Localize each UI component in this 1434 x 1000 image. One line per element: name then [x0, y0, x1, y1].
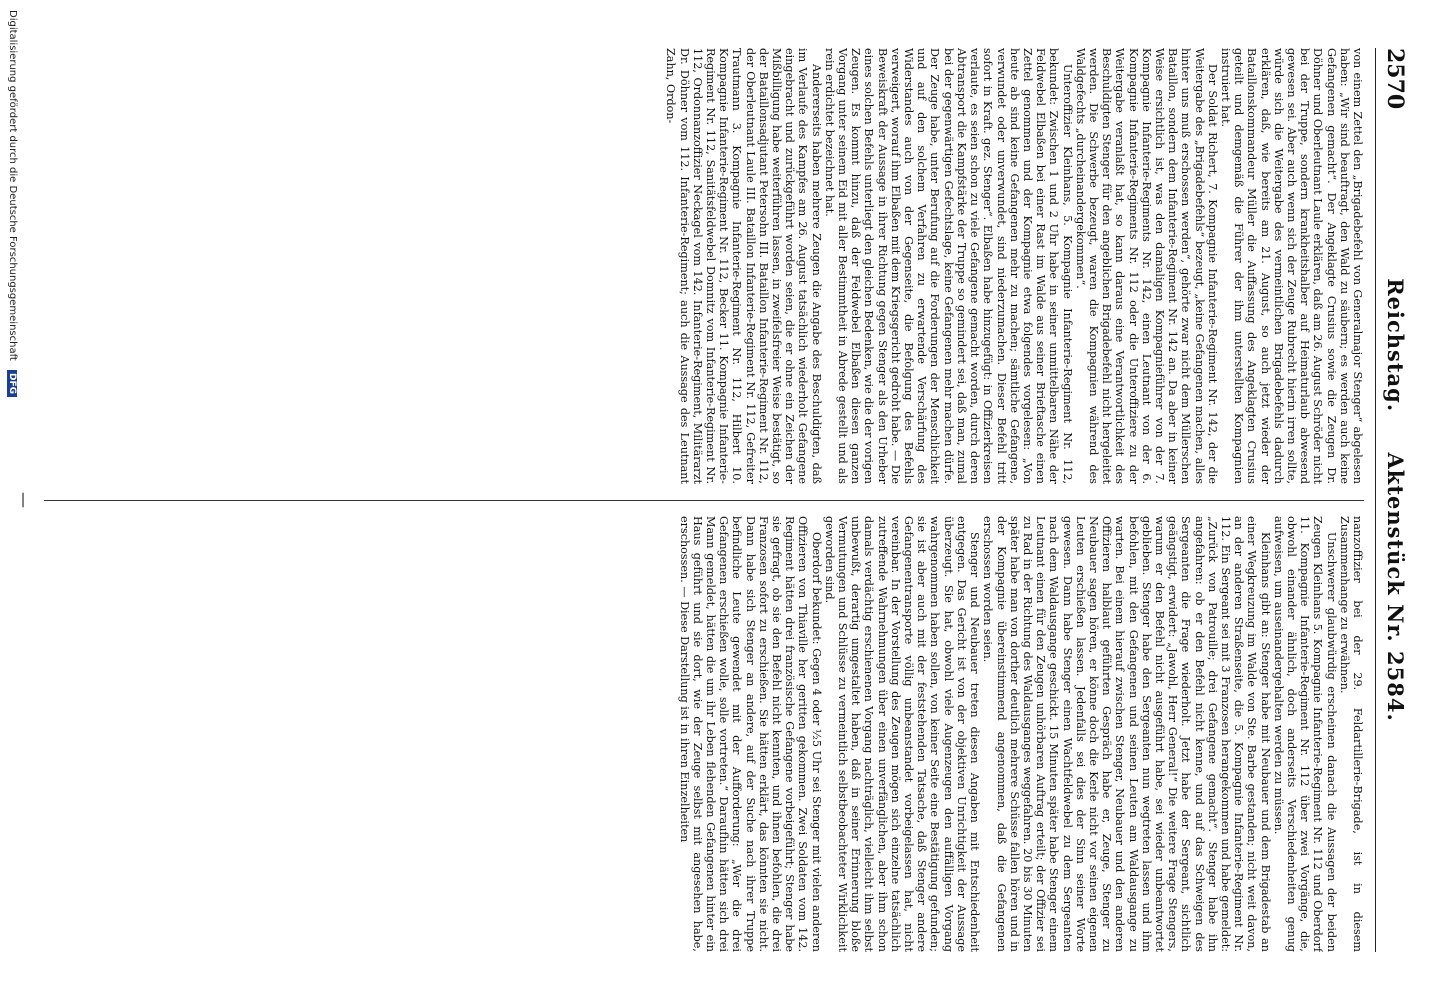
page-number: 2570: [1382, 48, 1408, 110]
running-title: [1383, 48, 1408, 952]
paragraph: Andererseits haben mehrere Zeugen die Angabe des Beschuldigten, daß im Verlaufe des Kampfes am 26. August tatsächlich wiederholt Gefangene eingebracht und zurückgeführt worden seien, die er ohne ein Zeichen der Mißbilligung habe weiterführen lassen, in zweifelsfreier Weise bestätigt, so der Bataillonsadjutant Petersohn III. Bataillon Infanterie-Regiment Nr. 112, der Oberleutnant Laule III. Bataillon Infanterie-Regiment Nr. 112, Gefreiter Trautmann 3. Kompagnie Infanterie-Regiment Nr. 112, Hilbert 10. Kompagnie Infanterie-Regiment Nr. 112, Becker 11. Kompagnie Infanterie-Regiment Nr. 112, Sanitätsfeldwebel Domnitz vom Infanterie-Regiment Nr. 112, Ordonnanzoffizier Neckagel vom 142. Infanterie-Regiment, Militärarzt Dr. Döhner vom 112. Infanterie-Regiment; auch die Aussage des Leutnant Zahn, Ordon-: [664, 48, 823, 484]
page-header: [1375, 48, 1412, 952]
footer-dash: —: [15, 492, 34, 508]
paragraph: Stenger und Neubauer treten diesen Angaben mit Entschiedenheit entgegen. Das Gericht ist von der objektiven Unrichtigkeit der Aussage überzeugt. Sie hat, obwohl viele Augenzeugen den auffälligen Vorgang wahrgenommen haben sollen, von keiner Seite eine Bestätigung gefunden; sie ist aber auch mit der feststehenden Tatsache, daß Stenger andere Gefangenentransporte völlig unbeanstandet vorbeigelassen hat, nicht vereinbar. In der Vorstellung des Zeugen mögen sich einzelne tatsächlich zutreffende Wahrnehmungen über einen unverfänglichen, aber ihm schon damals verdächtig erschienenen Vorgang nachträglich, vielleicht ihm selbst unbewußt, derartig umgestaltet haben, daß in seiner Erinnerung bloße Vermutungen und Schlüsse zu vermeintlich selbstbeobachteter Wirklichkeit geworden sind.: [822, 516, 982, 952]
running-title-left: Reichstag.: [1383, 278, 1408, 413]
paragraph: Kleinhans gibt an: Stenger habe mit Neubauer und dem Brigadestab an einer Wegkreuzung im Walde von Ste. Barbe gestanden; nicht weit davon, an der anderen Straßenseite, die 5. Kompagnie Infanterie-Regiment Nr. 112. Ein Sergeant sei mit 3 Franzosen herangekommen und habe gemeldet: „Zurück von Patrouille; drei Gefangene gemacht“. Stenger habe ihn angefahren: ob er den Befehl nicht kenne, und auf das Schweigen des Sergeanten die Frage wiederholt. Jetzt habe der Sergeant, sichtlich geängstigt, erwidert: „Jawohl, Herr General!“ Die weitere Frage Stengers, warum er den Befehl nicht ausgeführt habe, sei wieder unbeantwortet geblieben. Stenger habe den Sergeanten nun wegtreten lassen und ihm befohlen, mit den Gefangenen und seinen Leuten am Waldausgange zu warten. Bei einem hierauf zwischen Stenger, Neubauer und den anderen Offizieren halblaut geführten Gespräch habe er, Zeuge, Stenger zu Neubauer sagen hören, er könne doch die Kerle nicht vor seinen eigenen Leuten erschießen lassen. Jedenfalls sei dies der Sinn seiner Worte gewesen. Dann habe Stenger einen Wachtfeldwebel zu dem Sergeanten nach dem Waldausgange geschickt. 15 Minuten später habe Stenger einem Leutnant einen für den Zeugen unhörbaren Auftrag erteilt; der Offizier sei zu Rad in der Richtung des Waldausganges weggefahren. 20 bis 30 Minuten später habe man von dorther deutlich mehrere Schüsse fallen hören und in der Kompagnie übereinstimmend angenommen, daß die Gefangenen erschossen worden seien.: [981, 516, 1272, 952]
paragraph: von einem Zettel den „Brigadebefehl von Generalmajor Stenger“ abgelesen haben: „Wir sind beauftragt, den Wald zu säubern; es werden auch keine Gefangenen gemacht“. Der Angeklagte Crusius sowie die Zeugen Dr. Döhner und Oberleutnant Laule erklären, daß am 26. August Schröder nicht bei der Truppe, sondern krankheitshalber auf Heimaturlaub abwesend gewesen sei. Aber auch wenn sich der Zeuge Rubrecht hierin irren sollte, würde sich die Weitergabe des vermeintlichen Brigadebefehls dadurch erklären, daß, wie bereits am 21. August, so auch jetzt wieder der Bataillonskommandeur Müller die Auffassung des Angeklagten Crusius geteilt und demgemäß die Führer der ihm unterstellten Kompagnien instruiert hat.: [1218, 48, 1364, 484]
text-columns: [44, 48, 1364, 952]
column-divider: [44, 500, 1364, 501]
paragraph: nanzoffizier bei der 29. Feldartillerie-Brigade, ist in diesem Zusammenhange zu erwähnen.: [1337, 516, 1364, 952]
dfg-logo: DFG: [7, 370, 17, 397]
paragraph: Oberdorf bekundet: Gegen 4 oder ½5 Uhr sei Stenger mit vielen anderen Offizieren von Thiaville her geritten gekommen. Zwei Soldaten vom 142. Regiment hätten drei französische Gefangene vorbeigeführt; Stenger habe sie gefragt, ob sie den Befehl nicht kennten, und ihnen befohlen, die drei Franzosen sofort zu erschießen. Sie hätten erklärt, das könnten sie nicht. Dann habe sich Stenger an andere, auf der Suche nach ihrer Truppe befindliche Leute gewendet mit der Aufforderung: „Wer die drei Gefangenen erschießen wolle, solle vortreten.“ Daraufhin hätten sich drei Mann gemeldet, hätten die um ihr Leben flehenden Gefangenen hinter ein Haus geführt und sie dort, wie der Zeuge selbst mit angesehen habe, erschossen. — Diese Darstellung ist in ihren Einzelheiten: [677, 516, 823, 952]
paragraph: Unschwerer glaubwürdig erscheinen danach die Aussagen der beiden Zeugen Kleinhans 5. Kompagnie Infanterie-Regiment Nr. 112 und Oberdorf 11. Kompagnie Infanterie-Regiment Nr. 112 über zwei Vorgänge, die, obwohl einander ähnlich, doch anderseits Verschiedenheiten genug aufweisen, um auseinandergehalten werden zu müssen.: [1271, 516, 1338, 952]
funding-text: Digitalisierung gefördert durch die Deutsche Forschungsgemeinschaft: [7, 10, 18, 361]
right-column: [44, 516, 1364, 952]
funding-note: [7, 10, 18, 397]
paragraph: Unteroffizier Kleinhans, 5. Kompagnie Infanterie-Regiment Nr. 112, bekundet: Zwischen 1 und 2 Uhr habe in seiner unmittelbaren Nähe der Feldwebel Elbaßen bei einer Rast im Walde aus seiner Brieftasche einen Zettel genommen und der Kompagnie etwa folgendes vorgelesen: „Von heute ab sind keine Gefangenen mehr zu machen; sämtliche Gefangene, verwundet oder unverwundet, sind niederzumachen. Dieser Befehl tritt sofort in Kraft. gez. Stenger“. Elbaßen habe hinzugefügt: in Offizierkreisen verlaute, es seien schon zu viele Gefangene gemacht worden, durch deren Abtransport die Kampfstärke der Truppe so gemindert sei, daß man, zumal bei der gegenwärtigen Gefechtslage, keine Gefangenen mehr machen dürfe. Der Zeuge habe, unter Berufung auf die Forderungen der Menschlichkeit und auf den solchem Verfahren zu erwartende Verschärfung des Widerstandes auch von der Gegenseite, die Befolgung des Befehls verweigert, worauf ihm Elbaßen mit dem Kriegsgericht gedroht habe. — Die Beweiskraft der Aussage in ihrer Richtung gegen Stenger als den Urheber eines solchen Befehls unterliegt den gleichen Bedenken, wie die der vorigen Zeugen. Es kommt hinzu, daß der Feldwebel Elbaßen diesen ganzen Vorgang unter seinem Eid mit aller Bestimmtheit in Abrede gestellt und als rein erdichtet bezeichnet hat.: [822, 48, 1074, 484]
paragraph: Der Soldat Richert, 7. Kompagnie Infanterie-Regiment Nr. 142, der die Weitergabe des „Brigadebefehls“ bezeugt, „keine Gefangenen machen, alles hinter uns muß erschossen werden“, gehörte zwar nicht dem Müllerschen Bataillon, sondern dem Infanterie-Regiment Nr. 142 an. Da aber in keiner Weise ersichtlich ist, was den damaligen Kompagnieführer von der 7. Kompagnie Infanterie-Regiments Nr. 142, einen Leutnant von der 6. Kompagnie Infanterie-Regiments Nr. 112 oder die Unteroffiziere zu der Weitergabe veranlaßt hat, so kann daraus eine Verantwortlichkeit des Beschuldigten Stenger für den angeblichen Brigadebefehl nicht hergeleitet werden. Die Schwerbe bezeugt, waren die Kompagnien während des Waldgefechts „durcheinandergekommen“.: [1073, 48, 1219, 484]
left-column: [44, 48, 1364, 484]
running-title-right: Aktenstück Nr. 2584.: [1383, 452, 1408, 722]
